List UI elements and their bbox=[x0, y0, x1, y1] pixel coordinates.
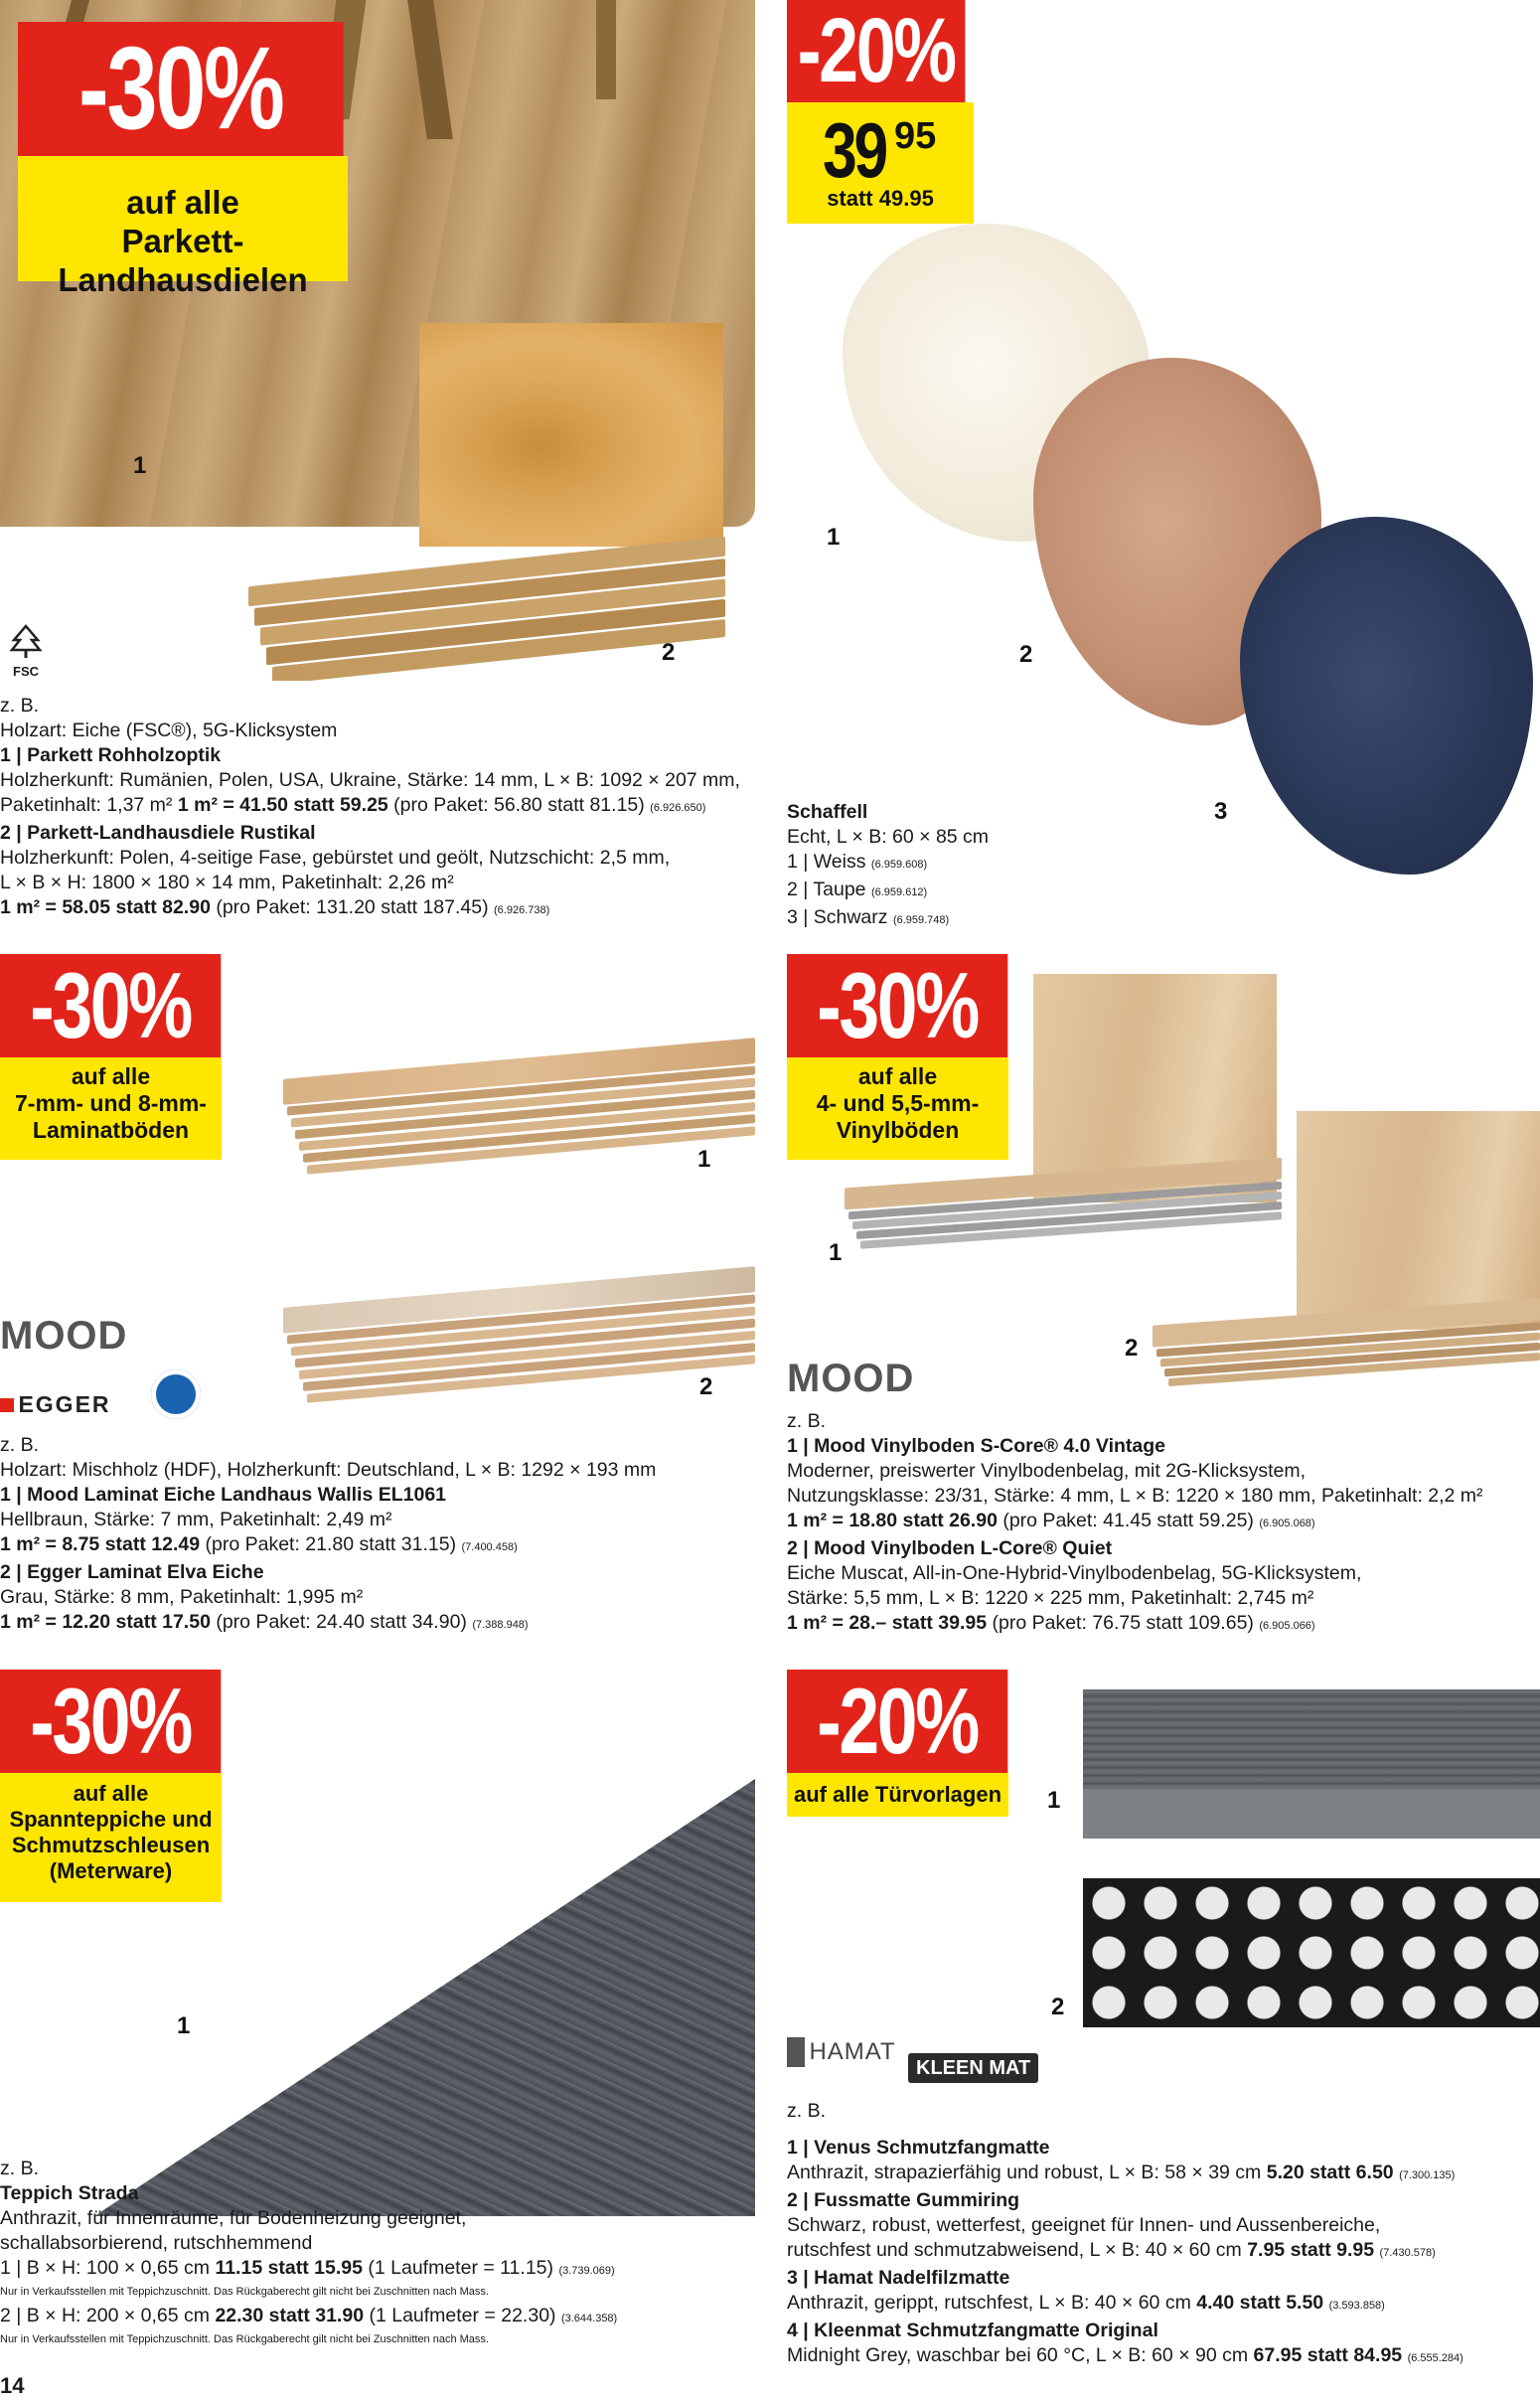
schaffell-price-main: 39 bbox=[823, 106, 886, 194]
rubber-ring-mat-photo bbox=[1083, 1878, 1540, 2027]
schaffell-description bbox=[787, 800, 989, 933]
price-line: 1 | B × H: 100 × 0,65 cm 11.15 statt 15.95 (1 Laufmeter = 11.15) (3.739.069) bbox=[0, 2257, 615, 2279]
footnote: Nur in Verkaufsstellen mit Teppichzuschnitt. Das Rückgaberecht gilt nicht bei Zuschnitten nach Mass. bbox=[0, 2286, 489, 2298]
desc-line: Schwarz, robust, wetterfest, geeignet für Innen- und Aussenbereiche, bbox=[787, 2214, 1381, 2236]
teppich-discount-badge bbox=[0, 1670, 221, 1773]
desc-line: z. B. bbox=[787, 2100, 827, 2122]
variant-line: 1 | Weiss (6.959.608) bbox=[787, 851, 928, 873]
tuervorlagen-discount-percent: -20% bbox=[817, 1669, 979, 1773]
product-title: 3 | Hamat Nadelfilzmatte bbox=[787, 2267, 1010, 2289]
laminat-label-1: 1 bbox=[697, 1146, 711, 1173]
laminat-discount-percent: -30% bbox=[30, 953, 192, 1057]
desc-line: Holzart: Eiche (FSC®), 5G-Klicksystem bbox=[0, 720, 338, 741]
desc-line: z. B. bbox=[787, 1410, 827, 1432]
schaffell-label-3: 3 bbox=[1214, 798, 1228, 825]
teppich-discount-percent: -30% bbox=[30, 1669, 192, 1773]
vinyl-label-1: 1 bbox=[829, 1239, 843, 1266]
badge-line: Parkett-Landhausdielen bbox=[58, 222, 308, 298]
desc-line: Holzherkunft: Polen, 4-seitige Fase, gebürstet und geölt, Nutzschicht: 2,5 mm, bbox=[0, 847, 671, 869]
badge-line: (Meterware) bbox=[49, 1857, 173, 1883]
page-number: 14 bbox=[0, 2373, 25, 2398]
footnote: Nur in Verkaufsstellen mit Teppichzuschnitt. Das Rückgaberecht gilt nicht bei Zuschnitten nach Mass. bbox=[0, 2333, 489, 2345]
parkett-plank-stack bbox=[248, 522, 725, 681]
mood-brand-logo: MOOD bbox=[0, 1314, 128, 1358]
product-title: 2 | Egger Laminat Elva Eiche bbox=[0, 1561, 264, 1583]
badge-line: auf alle Türvorlagen bbox=[793, 1782, 1002, 1807]
kleenmat-brand-text: KLEEN MAT bbox=[916, 2057, 1031, 2079]
desc-line: Holzherkunft: Rumänien, Polen, USA, Ukraine, Stärke: 14 mm, L × B: 1092 × 207 mm, bbox=[0, 769, 740, 791]
schaffell-price-cents: 95 bbox=[894, 115, 937, 157]
parkett-description bbox=[0, 694, 740, 923]
price-line: 1 m² = 58.05 statt 82.90 (pro Paket: 131.20 statt 187.45) (6.926.738) bbox=[0, 896, 550, 918]
kleenmat-brand-logo bbox=[908, 2053, 1038, 2083]
laminat-stack-2 bbox=[283, 1247, 755, 1416]
product-title: 2 | Mood Vinylboden L-Core® Quiet bbox=[787, 1537, 1113, 1559]
tuervorlagen-discount-text bbox=[787, 1773, 1008, 1817]
product-title: 1 | Mood Vinylboden S-Core® 4.0 Vintage bbox=[787, 1435, 1166, 1457]
parkett-sample-board bbox=[419, 323, 723, 547]
blue-angel-eco-icon bbox=[151, 1369, 201, 1419]
parkett-label-2: 2 bbox=[662, 639, 676, 666]
parkett-discount-percent: -30% bbox=[78, 23, 283, 154]
vinyl-stack-2 bbox=[1153, 1272, 1540, 1401]
badge-line: 4- und 5,5-mm- bbox=[816, 1090, 980, 1117]
product-title: Schaffell bbox=[787, 801, 868, 823]
laminat-discount-text bbox=[0, 1057, 222, 1160]
badge-line: auf alle bbox=[126, 184, 239, 221]
desc-line: Hellbraun, Stärke: 7 mm, Paketinhalt: 2,49 m² bbox=[0, 1509, 392, 1530]
desc-line: Moderner, preiswerter Vinylbodenbelag, mit 2G-Klicksystem, bbox=[787, 1460, 1307, 1482]
price-line: 1 m² = 28.– statt 39.95 (pro Paket: 76.75 statt 109.65) (6.905.066) bbox=[787, 1612, 1315, 1634]
badge-line: auf alle bbox=[857, 1063, 938, 1089]
badge-line: auf alle bbox=[71, 1063, 151, 1089]
vinyl-discount-percent: -30% bbox=[817, 953, 979, 1057]
desc-line: Grau, Stärke: 8 mm, Paketinhalt: 1,995 m² bbox=[0, 1586, 364, 1608]
product-title: 2 | Parkett-Landhausdiele Rustikal bbox=[0, 822, 316, 844]
vinyl-discount-badge bbox=[787, 954, 1007, 1057]
egger-mark-icon bbox=[0, 1398, 14, 1412]
product-title: Teppich Strada bbox=[0, 2182, 139, 2204]
vinyl-label-2: 2 bbox=[1125, 1335, 1139, 1362]
desc-line: Anthrazit, für Innenräume, für Bodenheizung geeignet, bbox=[0, 2207, 467, 2229]
price-line: Anthrazit, strapazierfähig und robust, L × B: 58 × 39 cm 5.20 statt 6.50 (7.300.135) bbox=[787, 2162, 1456, 2183]
teppich-label-1: 1 bbox=[177, 2012, 191, 2039]
egger-brand-text: EGGER bbox=[18, 1391, 111, 1417]
parkett-label-1: 1 bbox=[133, 452, 147, 479]
tuervorlagen-discount-badge bbox=[787, 1670, 1007, 1773]
laminat-discount-badge bbox=[0, 954, 221, 1057]
tuervorlagen-label-1: 1 bbox=[1047, 1787, 1061, 1814]
price-line: 1 m² = 12.20 statt 17.50 (pro Paket: 24.40 statt 34.90) (7.388.948) bbox=[0, 1611, 529, 1633]
badge-line: Laminatböden bbox=[32, 1117, 190, 1144]
price-line: 1 m² = 8.75 statt 12.49 (pro Paket: 21.80 statt 31.15) (7.400.458) bbox=[0, 1533, 518, 1555]
fsc-tree-icon bbox=[6, 624, 46, 660]
parkett-discount-text bbox=[18, 156, 348, 298]
parkett-discount-badge bbox=[18, 22, 344, 156]
schaffell-price-was: statt 49.95 bbox=[827, 186, 934, 211]
tuervorlagen-label-2: 2 bbox=[1051, 1994, 1065, 2020]
hamat-brand-logo bbox=[787, 2037, 896, 2071]
sheepskin-black bbox=[1240, 517, 1533, 875]
desc-line: L × B × H: 1800 × 180 × 14 mm, Paketinhalt: 2,26 m² bbox=[0, 872, 454, 893]
badge-line: auf alle bbox=[73, 1781, 149, 1806]
variant-line: 3 | Schwarz (6.959.748) bbox=[787, 906, 950, 928]
product-title: 2 | Fussmatte Gummiring bbox=[787, 2189, 1020, 2211]
price-line: Midnight Grey, waschbar bei 60 °C, L × B: 60 × 90 cm 67.95 statt 84.95 (6.555.284) bbox=[787, 2344, 1463, 2366]
product-title: 1 | Venus Schmutzfangmatte bbox=[787, 2137, 1050, 2159]
variant-line: 2 | Taupe (6.959.612) bbox=[787, 879, 928, 900]
fsc-logo bbox=[6, 624, 46, 684]
vinyl-stack-1 bbox=[845, 1133, 1282, 1262]
schaffell-label-1: 1 bbox=[827, 524, 841, 551]
price-line: Paketinhalt: 1,37 m² 1 m² = 41.50 statt 59.25 (pro Paket: 56.80 statt 81.15) (6.926.650) bbox=[0, 794, 706, 816]
schaffell-price-box bbox=[787, 102, 974, 224]
desc-line: Echt, L × B: 60 × 85 cm bbox=[787, 826, 990, 848]
fsc-logo-text: FSC bbox=[13, 664, 39, 679]
laminat-label-2: 2 bbox=[699, 1373, 713, 1400]
desc-line: Stärke: 5,5 mm, L × B: 1220 × 225 mm, Paketinhalt: 2,745 m² bbox=[787, 1587, 1314, 1609]
product-title: 1 | Mood Laminat Eiche Landhaus Wallis EL1061 bbox=[0, 1484, 447, 1506]
price-line: 1 m² = 18.80 statt 26.90 (pro Paket: 41.45 statt 59.25) (6.905.068) bbox=[787, 1510, 1315, 1531]
tuervorlagen-description bbox=[787, 2099, 1463, 2371]
product-title: 1 | Parkett Rohholzoptik bbox=[0, 744, 222, 766]
teppich-description bbox=[0, 2157, 617, 2347]
desc-line: z. B. bbox=[0, 1434, 40, 1456]
badge-line: Schmutzschleusen bbox=[11, 1832, 211, 1857]
badge-line: Vinylböden bbox=[836, 1117, 960, 1144]
badge-line: Spannteppiche und bbox=[9, 1806, 213, 1832]
price-line: 2 | B × H: 200 × 0,65 cm 22.30 statt 31.90 (1 Laufmeter = 22.30) (3.644.358) bbox=[0, 2305, 618, 2326]
desc-line: Eiche Muscat, All-in-One-Hybrid-Vinylbodenbelag, 5G-Klicksystem, bbox=[787, 1562, 1362, 1584]
egger-brand-logo bbox=[0, 1391, 111, 1421]
venus-mat-edge bbox=[1083, 1789, 1540, 1839]
mood-brand-logo: MOOD bbox=[787, 1357, 915, 1400]
teppich-discount-text bbox=[0, 1773, 222, 1902]
schaffell-discount-percent: -20% bbox=[797, 0, 955, 101]
schaffell-label-2: 2 bbox=[1019, 641, 1033, 668]
vinyl-description bbox=[787, 1409, 1483, 1639]
laminat-description bbox=[0, 1433, 656, 1638]
laminat-stack-1 bbox=[283, 1019, 755, 1188]
desc-line: z. B. bbox=[0, 695, 40, 717]
product-title: 4 | Kleenmat Schmutzfangmatte Original bbox=[787, 2320, 1158, 2341]
schaffell-discount-badge bbox=[787, 0, 965, 102]
badge-line: 7-mm- und 8-mm- bbox=[15, 1090, 207, 1117]
hamat-brand-text: HAMAT bbox=[809, 2038, 896, 2065]
price-line: rutschfest und schmutzabweisend, L × B: 40 × 60 cm 7.95 statt 9.95 (7.430.578) bbox=[787, 2239, 1436, 2261]
desc-line: z. B. bbox=[0, 2158, 40, 2179]
desc-line: Nutzungsklasse: 23/31, Stärke: 4 mm, L × B: 1220 × 180 mm, Paketinhalt: 2,2 m² bbox=[787, 1485, 1483, 1507]
desc-line: schallabsorbierend, rutschhemmend bbox=[0, 2232, 313, 2254]
hamat-mark-icon bbox=[787, 2037, 805, 2067]
desc-line: Holzart: Mischholz (HDF), Holzherkunft: Deutschland, L × B: 1292 × 193 mm bbox=[0, 1459, 657, 1481]
price-line: Anthrazit, gerippt, rutschfest, L × B: 40 × 60 cm 4.40 statt 5.50 (3.593.858) bbox=[787, 2292, 1385, 2314]
